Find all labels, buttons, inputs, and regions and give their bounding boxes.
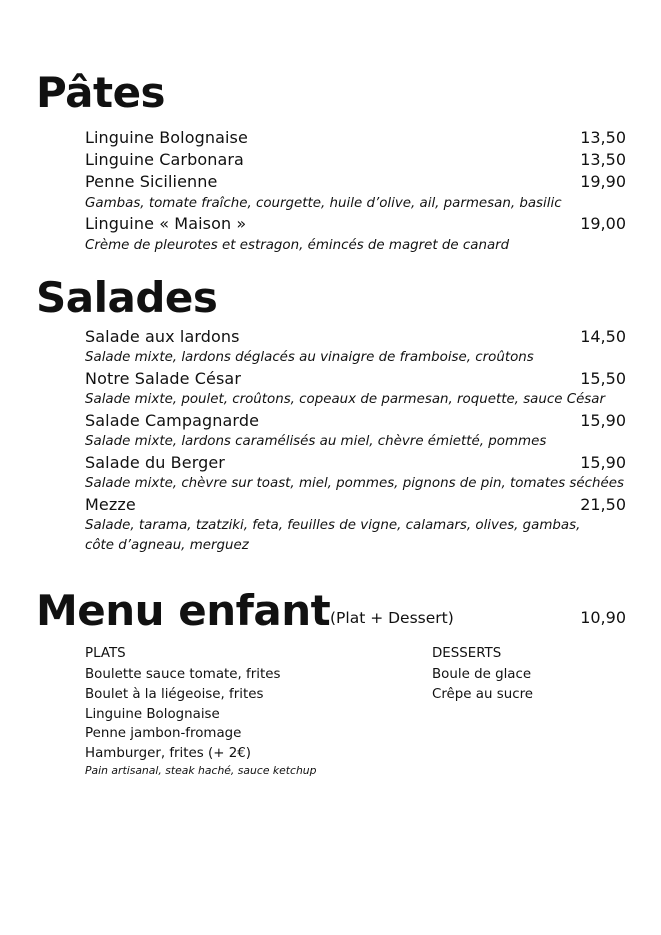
item-price: 21,50	[580, 495, 626, 514]
menu-item	[85, 368, 626, 390]
list-item: Penne jambon-fromage	[85, 726, 242, 742]
menu-item	[85, 494, 626, 516]
item-description: Salade mixte, chèvre sur toast, miel, pommes, pignons de pin, tomates séchées	[85, 476, 624, 491]
menu-item	[85, 213, 626, 235]
item-price: 19,90	[580, 172, 626, 191]
kids-menu-price: 10,90	[580, 608, 626, 627]
desserts-heading: DESSERTS	[432, 646, 502, 661]
item-price: 15,90	[580, 411, 626, 430]
item-description: Crème de pleurotes et estragon, émincés de magret de canard	[85, 238, 510, 253]
item-price: 15,50	[580, 369, 626, 388]
plats-heading: PLATS	[85, 646, 126, 661]
item-price: 15,90	[580, 453, 626, 472]
menu-item	[85, 452, 626, 474]
item-price: 13,50	[580, 150, 626, 169]
item-name: Linguine Carbonara	[85, 150, 244, 169]
list-item: Boule de glace	[432, 667, 532, 682]
kids-menu-subtitle: (Plat + Dessert)	[330, 609, 454, 627]
menu-item	[85, 410, 626, 432]
menu-item	[85, 171, 626, 193]
item-description: Salade, tarama, tzatziki, feta, feuilles de vigne, calamars, olives, gambas, côte d’agneau, merguez	[85, 518, 581, 553]
menu-item	[85, 127, 626, 149]
desserts-column	[432, 645, 533, 705]
list-item: Linguine Bolognaise	[85, 706, 220, 722]
section-title-menu-enfant: Menu enfant	[36, 586, 331, 635]
item-note: Pain artisanal, steak haché, sauce ketchup	[85, 763, 317, 777]
item-name: Salade aux lardons	[85, 327, 240, 346]
kids-menu-header	[36, 588, 626, 634]
item-name: Notre Salade César	[85, 369, 242, 388]
item-name: Linguine Bolognaise	[85, 128, 248, 147]
section-title-salades: Salades	[36, 273, 218, 322]
list-item: Boulet à la liégeoise, frites	[85, 686, 264, 702]
item-name: Salade du Berger	[85, 453, 225, 472]
item-description: Salade mixte, lardons déglacés au vinaigre de framboise, croûtons	[85, 350, 534, 365]
plats-column	[85, 645, 317, 778]
item-price: 19,00	[580, 214, 626, 233]
item-name: Penne Sicilienne	[85, 172, 218, 191]
menu-item	[85, 326, 626, 348]
section-title-pates: Pâtes	[36, 68, 166, 117]
item-price: 14,50	[580, 327, 626, 346]
item-name: Linguine « Maison »	[85, 214, 247, 233]
item-price: 13,50	[580, 128, 626, 147]
item-name: Salade Campagnarde	[85, 411, 260, 430]
list-item: Boulette sauce tomate, frites	[85, 667, 281, 682]
item-name: Mezze	[85, 495, 136, 514]
item-description: Salade mixte, poulet, croûtons, copeaux de parmesan, roquette, sauce César	[85, 392, 605, 407]
list-item: Crêpe au sucre	[432, 686, 534, 702]
item-description: Gambas, tomate fraîche, courgette, huile d’olive, ail, parmesan, basilic	[85, 196, 562, 211]
item-description: Salade mixte, lardons caramélisés au miel, chèvre émietté, pommes	[85, 434, 547, 449]
list-item: Hamburger, frites (+ 2€)	[85, 746, 251, 762]
menu-item	[85, 149, 626, 171]
